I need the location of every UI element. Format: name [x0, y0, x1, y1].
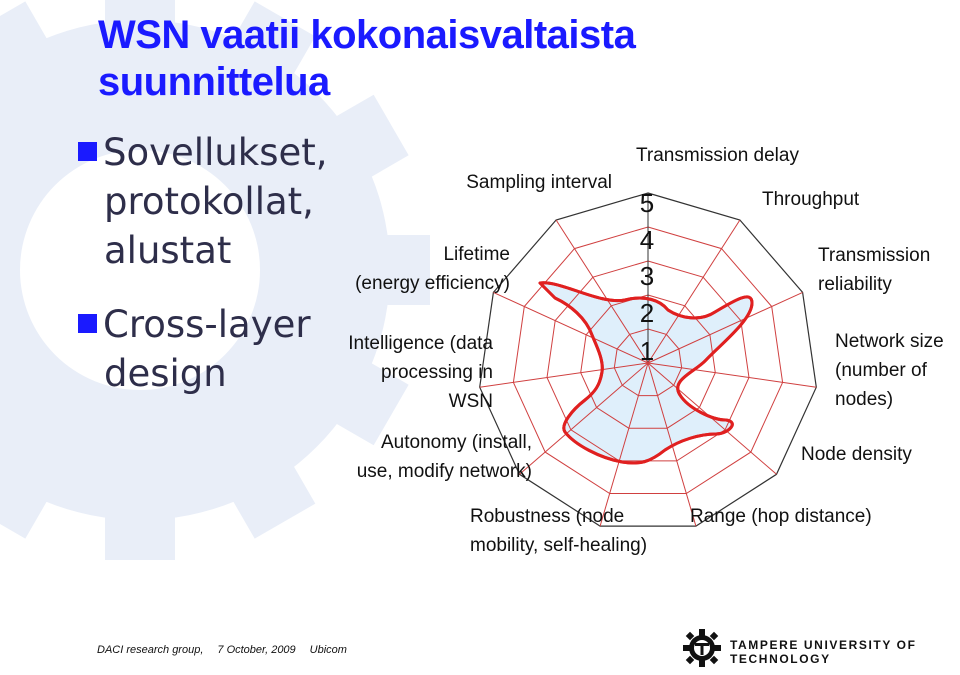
scale-label-2: 2 [639, 298, 655, 328]
axis-label-node-density [801, 440, 912, 469]
axis-label-line: (number of [835, 360, 927, 381]
scale-label-1: 1 [639, 336, 655, 366]
axis-label-line: Network size [835, 331, 944, 352]
university-name: TAMPERE UNIVERSITY OF TECHNOLOGY [730, 638, 917, 666]
scale-label-5: 5 [639, 188, 655, 218]
bullet-text: protokollat, [104, 180, 314, 223]
axis-label-line: WSN [448, 391, 493, 412]
footer [97, 644, 361, 656]
axis-label-line: processing in [381, 362, 493, 383]
axis-label-network-size [835, 327, 944, 414]
axis-label-lifetime [355, 240, 510, 298]
axis-label-robustness [470, 502, 647, 560]
axis-label-line: mobility, self-healing) [470, 535, 648, 556]
scale-label-4: 4 [639, 225, 655, 255]
radar-scale [640, 188, 654, 366]
axis-label-line: Range (hop distance) [690, 506, 872, 527]
footer-date: 7 October, 2009 [217, 644, 296, 656]
axis-label-line: Transmission delay [636, 145, 799, 166]
axis-label-intelligence [348, 329, 493, 416]
axis-label-line: Throughput [762, 189, 860, 210]
bullet-text: alustat [104, 229, 232, 272]
axis-label-transmission-reliability [818, 241, 930, 299]
scale-label-3: 3 [639, 261, 655, 291]
footer-group: DACI research group, [97, 644, 204, 656]
axis-label-throughput [762, 185, 859, 214]
axis-label-line: (energy efficiency) [355, 273, 510, 294]
axis-label-line: Intelligence (data [348, 333, 493, 354]
title-line-2: suunnittelua [98, 60, 330, 104]
axis-label-line: Lifetime [443, 244, 510, 265]
axis-label-line: Autonomy (install, [380, 432, 532, 453]
axis-label-sampling-interval [466, 168, 612, 197]
axis-label-line: Transmission [818, 245, 931, 266]
title-line-1: WSN vaatii kokonaisvaltaista [98, 13, 636, 57]
axis-label-transmission-delay [636, 141, 799, 170]
footer-topic: Ubicom [309, 644, 347, 656]
bullet-text: design [104, 352, 227, 395]
university-logo-icon [680, 628, 724, 668]
axis-label-line: reliability [818, 274, 892, 295]
axis-label-line: Robustness (node [470, 506, 625, 527]
axis-label-line: use, modify network) [356, 461, 532, 482]
bullet-text: Sovellukset, [103, 131, 328, 174]
axis-label-line: nodes) [835, 389, 894, 410]
axis-label-line: Node density [801, 444, 912, 465]
bullet-text: Cross-layer [103, 303, 311, 346]
axis-label-line: Sampling interval [466, 172, 612, 193]
axis-label-range [690, 502, 872, 531]
axis-label-autonomy [357, 428, 532, 486]
